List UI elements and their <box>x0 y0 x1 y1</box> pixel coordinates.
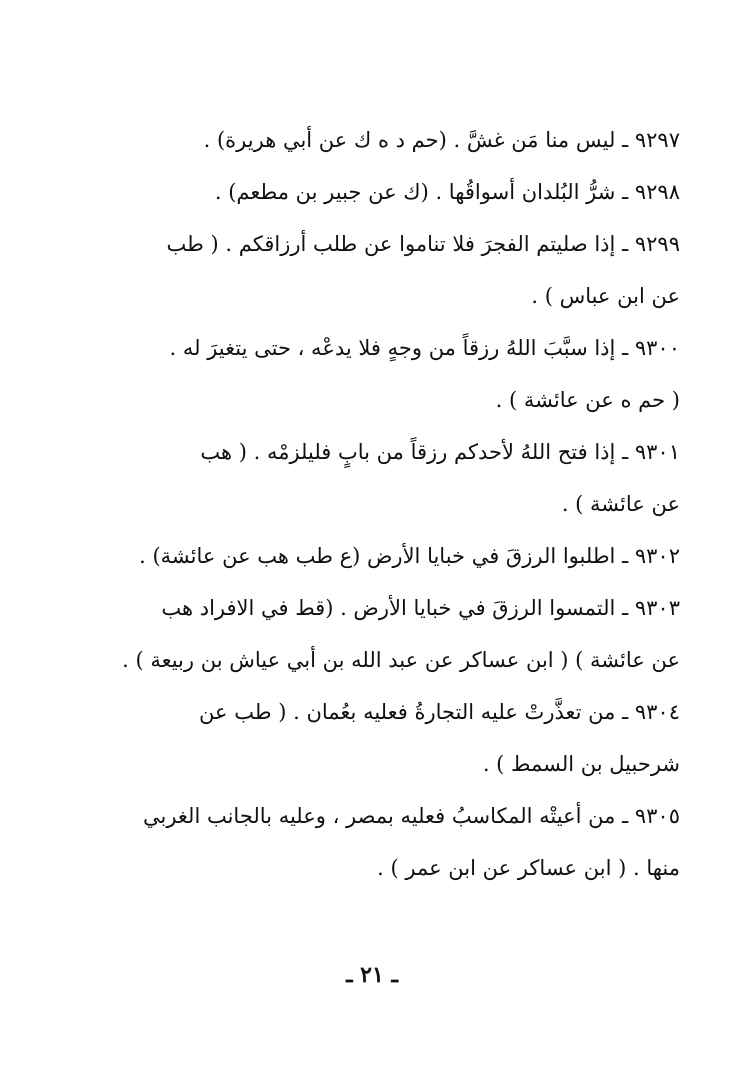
entry-line: عن ابن عباس ) . <box>531 284 680 308</box>
entry-line: ٩٣٠٥ ـ من أعيتْه المكاسبُ فعليه بمصر ، وعليه بالجانب الغربي <box>142 804 680 828</box>
entry-line: ٩٣٠٢ ـ اطلبوا الرزقَ في خبايا الأرض (ع طب هب عن عائشة) . <box>139 544 680 568</box>
hadith-entry-9297 <box>100 114 680 166</box>
hadith-entry-9299 <box>100 218 680 322</box>
entry-line: عن عائشة ) . <box>561 492 680 516</box>
entry-line: ٩٣٠١ ـ إذا فتح اللهُ لأحدكم رزقاً من بابٍ فليلزمْه . ( هب <box>200 440 680 464</box>
hadith-entry-9302 <box>100 530 680 582</box>
entry-line: منها . ( ابن عساكر عن ابن عمر ) . <box>377 856 680 880</box>
entry-line: ٩٢٩٩ ـ إذا صليتم الفجرَ فلا تناموا عن طلب أرزاقكم . ( طب <box>166 232 680 256</box>
entry-line: ٩٣٠٣ ـ التمسوا الرزقَ في خبايا الأرض . (قط في الافراد هب <box>161 596 680 620</box>
hadith-entry-9305 <box>100 790 680 894</box>
hadith-list <box>100 114 680 894</box>
entry-line: ٩٢٩٧ ـ ليس منا مَن غشَّ . (حم د ه ك عن أبي هريرة) . <box>203 128 680 152</box>
entry-line: ( حم ه عن عائشة ) . <box>495 388 680 412</box>
entry-line: ٩٣٠٤ ـ من تعذَّرتْ عليه التجارةُ فعليه بعُمان . ( طب عن <box>199 700 680 724</box>
hadith-entry-9303 <box>100 582 680 686</box>
page-number: ـ ٢١ ـ <box>346 962 398 988</box>
hadith-entry-9301 <box>100 426 680 530</box>
entry-line: عن عائشة ) ( ابن عساكر عن عبد الله بن أبي عياش بن ربيعة ) . <box>122 648 680 672</box>
hadith-entry-9298 <box>100 166 680 218</box>
hadith-entry-9304 <box>100 686 680 790</box>
entry-line: ٩٢٩٨ ـ شرُّ البُلدان أسواقُها . (ك عن جبير بن مطعم) . <box>214 180 680 204</box>
hadith-entry-9300 <box>100 322 680 426</box>
entry-line: شرحبيل بن السمط ) . <box>482 752 680 776</box>
entry-line: ٩٣٠٠ ـ إذا سبَّبَ اللهُ رزقاً من وجهٍ فلا يدعْه ، حتى يتغيرَ له . <box>169 336 680 360</box>
